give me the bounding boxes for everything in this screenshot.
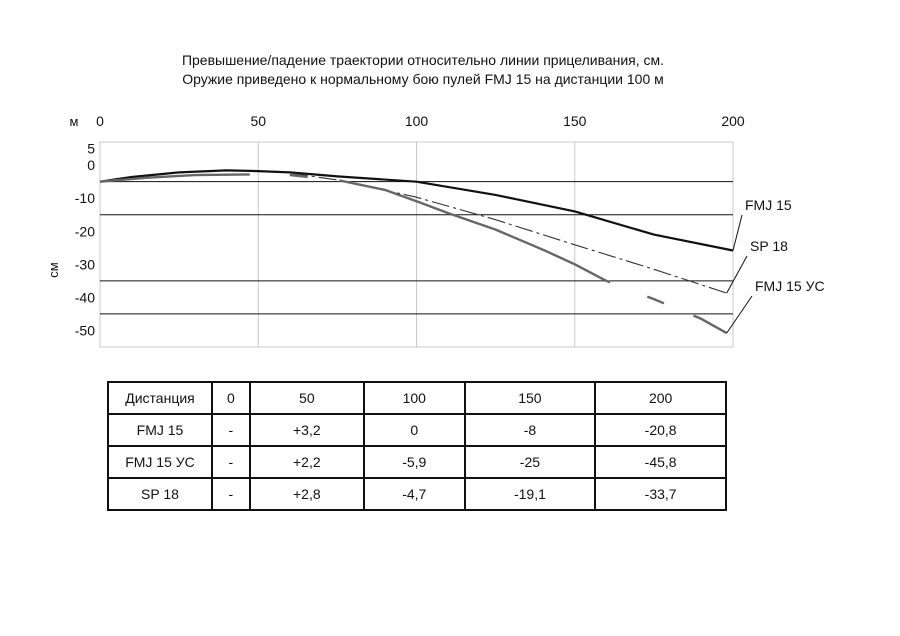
- table-cell: +2,2: [250, 446, 364, 478]
- y-tick-label: 0: [87, 157, 95, 174]
- x-tick-label: 150: [563, 113, 587, 129]
- x-tick-label: 200: [721, 113, 745, 129]
- table-cell: -33,7: [595, 478, 726, 510]
- table-cell: 100: [364, 382, 465, 414]
- y-axis-unit-label: см: [46, 262, 61, 278]
- table-row: [108, 446, 726, 478]
- series-label-leader: [727, 296, 752, 333]
- table-cell: -4,7: [364, 478, 465, 510]
- series-label-leader: [727, 256, 747, 293]
- table-row: [108, 478, 726, 510]
- table-cell: -25: [465, 446, 596, 478]
- y-tick-label: -10: [74, 190, 95, 207]
- table-cell: 50: [250, 382, 364, 414]
- table-row-label: FMJ 15: [108, 414, 212, 446]
- y-tick-label: -20: [74, 223, 95, 240]
- y-tick-label: -40: [74, 289, 95, 306]
- y-tick-label: -50: [74, 322, 95, 339]
- table-row-label: FMJ 15 УС: [108, 446, 212, 478]
- x-tick-label: 0: [96, 113, 104, 129]
- table-cell: -8: [465, 414, 596, 446]
- x-axis-unit-label: м: [69, 114, 79, 129]
- x-tick-labels: [96, 113, 745, 129]
- table-cell: +2,8: [250, 478, 364, 510]
- table-row-label: Дистанция: [108, 382, 212, 414]
- series-label: SP 18: [750, 238, 788, 254]
- y-tick-labels: [75, 141, 95, 339]
- series-line: [100, 174, 727, 333]
- table-cell: -19,1: [465, 478, 596, 510]
- series-labels: [727, 197, 825, 333]
- table-cell: -: [212, 478, 250, 510]
- y-tick-label: 5: [87, 140, 95, 157]
- x-tick-label: 100: [404, 113, 429, 129]
- x-tick-label: 50: [250, 113, 267, 129]
- table-cell: 0: [212, 382, 250, 414]
- series-line: [290, 173, 727, 293]
- table-header-row: [108, 382, 726, 414]
- table-cell: -: [212, 414, 250, 446]
- trajectory-table: [107, 381, 727, 511]
- series-label: FMJ 15 УС: [755, 278, 825, 294]
- series-label: FMJ 15: [745, 197, 792, 213]
- table-row: [108, 414, 726, 446]
- table-cell: 0: [364, 414, 465, 446]
- table-row-label: SP 18: [108, 478, 212, 510]
- table-cell: -: [212, 446, 250, 478]
- table-cell: -20,8: [595, 414, 726, 446]
- table-cell: -5,9: [364, 446, 465, 478]
- table-cell: -45,8: [595, 446, 726, 478]
- table-cell: 150: [465, 382, 596, 414]
- table-cell: 200: [595, 382, 726, 414]
- table-cell: +3,2: [250, 414, 364, 446]
- y-tick-label: -30: [74, 256, 95, 273]
- series-label-leader: [733, 215, 742, 250]
- chart-title-line-2: Оружие приведено к нормальному бою пулей FMJ 15 на дистанции 100 м: [182, 71, 664, 87]
- chart-title-line-1: Превышение/падение траектории относительно линии прицеливания, см.: [181, 52, 665, 68]
